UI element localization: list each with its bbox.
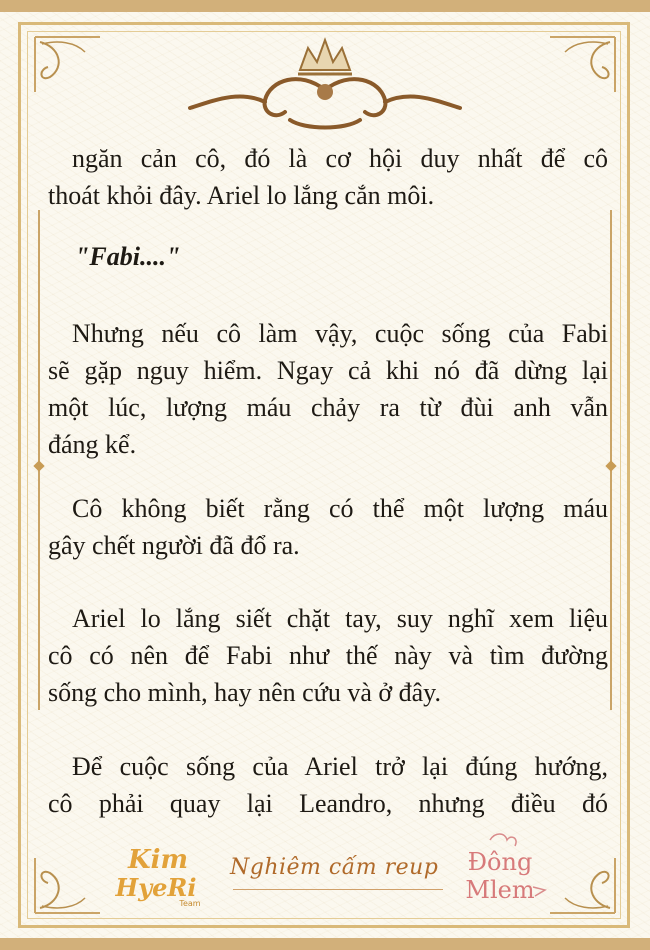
paragraph-4 — [48, 600, 608, 711]
text-line: sẽ gặp nguy hiểm. Ngay cả khi nó đã dừng lại — [48, 356, 608, 385]
text-line: Nhưng nếu cô làm vậy, cuộc sống của Fabi — [72, 319, 608, 348]
paragraph-3 — [48, 490, 608, 564]
kim-hye-ri-logo — [108, 838, 208, 910]
corner-flourish-top-right-icon — [540, 32, 620, 102]
svg-text:Kim: Kim — [128, 845, 188, 875]
svg-text:Đông: Đông — [467, 848, 533, 876]
paragraph-1 — [48, 140, 608, 214]
watermark-underline — [233, 889, 443, 890]
text-line: ngăn cản cô, đó là cơ hội duy nhất để cô — [72, 144, 608, 173]
svg-text:Team: Team — [179, 899, 201, 908]
corner-flourish-bottom-left-icon — [30, 848, 110, 918]
corner-flourish-top-left-icon — [30, 32, 110, 102]
text-line: Cô không biết rằng có thể một lượng máu — [72, 494, 608, 523]
no-reup-watermark: Nghiêm cấm reup — [230, 855, 439, 880]
text-line: sống cho mình, hay nên cứu và ở đây. — [48, 678, 441, 707]
paragraph-5 — [48, 748, 608, 822]
text-line: Để cuộc sống của Ariel trở lại đúng hướng, — [72, 752, 608, 781]
text-line: cô phải quay lại Leandro, nhưng điều đó — [48, 789, 608, 818]
text-line: đáng kể. — [48, 430, 137, 459]
crown-ornament-icon — [180, 30, 470, 140]
paragraph-2 — [48, 315, 608, 463]
dialogue-quote: "Fabi...." — [75, 242, 181, 271]
dong-mlem-logo — [445, 832, 555, 912]
text-line: gây chết người đã đổ ra. — [48, 531, 300, 560]
text-line: một lúc, lượng máu chảy ra từ đùi anh vẫn — [48, 393, 608, 422]
svg-text:HyeRi: HyeRi — [115, 873, 197, 902]
text-line: Ariel lo lắng siết chặt tay, suy nghĩ xem liệu — [72, 604, 608, 633]
svg-text:Mlem: Mlem — [465, 876, 535, 904]
text-line: cô có nên để Fabi như thế này và tìm đường — [48, 641, 608, 670]
top-stripe — [0, 0, 650, 12]
bottom-stripe — [0, 938, 650, 950]
text-line: thoát khỏi đây. Ariel lo lắng cắn môi. — [48, 181, 435, 210]
